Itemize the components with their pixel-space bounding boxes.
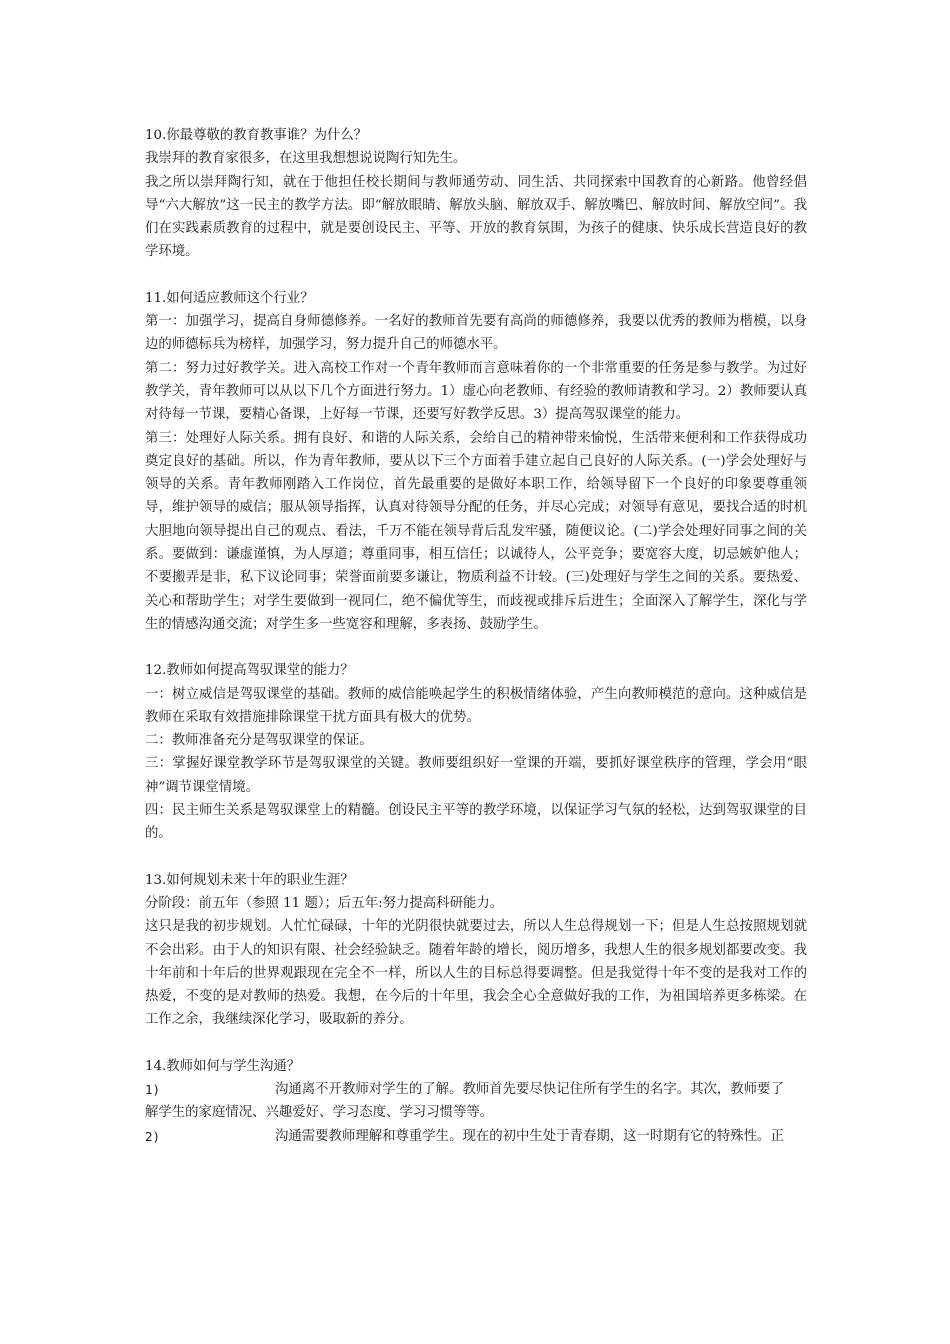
- document-page: [145, 124, 807, 1171]
- paragraph: 三：掌握好课堂教学环节是驾驭课堂的关键。教师要组织好一堂课的开端，要抓好课堂秩序的管理，学会用“眼神”调节课堂情境。: [145, 756, 807, 795]
- question-13: [145, 869, 807, 1032]
- paragraph: 第一：加强学习，提高自身师德修养。一名好的教师首先要有高尚的师德修养，我要以优秀的教师为楷模，以身边的师德标兵为榜样，加强学习，努力提升自己的师德水平。: [145, 314, 807, 353]
- question-12: [145, 659, 807, 845]
- list-item: [145, 1125, 807, 1148]
- paragraph: 这只是我的初步规划。人忙忙碌碌，十年的光阴很快就要过去，所以人生总得规划一下；但是人生总按照规划就不会出彩。由于人的知识有限、社会经验缺乏。随着年龄的增长，阅历增多，我想人生的很多规划都要改变。我十年前和十年后的世界观跟现在完全不一样，所以人生的目标总得要调整。但是我觉得十年不变的是我对工作的热爱，不变的是对教师的热爱。我想，在今后的十年里，我会全心全意做好我的工作，为祖国培养更多栋梁。在工作之余，我继续深化学习，吸取新的养分。: [145, 919, 807, 1028]
- question-title: 13.如何规划未来十年的职业生涯？: [145, 872, 354, 888]
- question-title: 14.教师如何与学生沟通？: [145, 1058, 301, 1074]
- question-title: 11.如何适应教师这个行业？: [145, 290, 314, 306]
- list-text-continued: 解学生的家庭情况、兴趣爱好、学习态度、学习习惯等等。: [145, 1105, 494, 1121]
- paragraph: 我之所以崇拜陶行知，就在于他担任校长期间与教师通劳动、同生活、共同探索中国教育的心新路。他曾经倡导“六大解放”这一民主的教学方法。即“解放眼睛、解放头脑、解放双手、解放嘴巴、解放时间、解放空间”。我们在实践素质教育的过程中，就是要创设民主、平等、开放的教育氛围，为孩子的健康、快乐成长营造良好的教学环境。: [145, 174, 807, 260]
- paragraph: 四：民主师生关系是驾驭课堂上的精髓。创设民主平等的教学环境，以保证学习气氛的轻松，达到驾驭课堂的目的。: [145, 803, 807, 842]
- question-title: 12.教师如何提高驾驭课堂的能力？: [145, 663, 354, 679]
- paragraph: 我崇拜的教育家很多，在这里我想想说说陶行知先生。: [145, 151, 467, 167]
- paragraph: 分阶段：前五年（参照 11 题）；后五年:努力提高科研能力。: [145, 895, 504, 911]
- question-10: [145, 124, 807, 264]
- list-text: 沟通需要教师理解和尊重学生。现在的初中生处于青春期，这一时期有它的特殊性。正: [275, 1128, 784, 1144]
- list-number: 2): [145, 1128, 161, 1144]
- list-text: 沟通离不开教师对学生的了解。教师首先要尽快记住所有学生的名字。其次，教师要了: [275, 1081, 784, 1097]
- paragraph: 第三：处理好人际关系。拥有良好、和谐的人际关系，会给自己的精神带来愉悦，生活带来便利和工作获得成功奠定良好的基础。所以，作为青年教师，要从以下三个方面着手建立起自己良好的人际关系。(一)学会处理好与领导的关系。青年教师刚踏入工作岗位，首先最重要的是做好本职工作，给领导留下一个良好的印象要尊重领导，维护领导的威信；服从领导指挥，认真对待领导分配的任务，并尽心完成；对领导有意见，要找合适的时机大胆地向领导提出自己的观点、看法，千万不能在领导背后乱发牢骚，随便议论。(二)学会处理好同事之间的关系。要做到：谦虚谨慎，为人厚道；尊重同事，相互信任；以诚待人，公平竞争；要宽容大度，切忌嫉妒他人；不要搬弄是非，私下议论同事；荣誉面前要多谦让，物质利益不计较。(三)处理好与学生之间的关系。要热爱、关心和帮助学生；对学生要做到一视同仁，绝不偏优等生，而歧视或排斥后进生；全面深入了解学生，深化与学生的情感沟通交流；对学生多一些宽容和理解，多表扬、鼓励学生。: [145, 430, 807, 632]
- paragraph: 第二：努力过好教学关。进入高校工作对一个青年教师而言意味着你的一个非常重要的任务是参与教学。为过好教学关，青年教师可以从以下几个方面进行努力。1）虚心向老教师、有经验的教师请教和学习。2）教师要认真对待每一节课，要精心备课，上好每一节课，还要写好教学反思。3）提高驾驭课堂的能力。: [145, 360, 807, 423]
- list-item: [145, 1078, 807, 1125]
- paragraph: 二：教师准备充分是驾驭课堂的保证。: [145, 733, 373, 749]
- list-number: 1): [145, 1081, 161, 1097]
- question-14: [145, 1055, 807, 1148]
- question-11: [145, 287, 807, 636]
- paragraph: 一：树立威信是驾驭课堂的基础。教师的威信能唤起学生的积极情绪体验，产生向教师模范的意向。这种威信是教师在采取有效措施排除课堂干扰方面具有极大的优势。: [145, 686, 807, 725]
- question-title: 10.你最尊敬的教育教事谁？为什么？: [145, 128, 368, 143]
